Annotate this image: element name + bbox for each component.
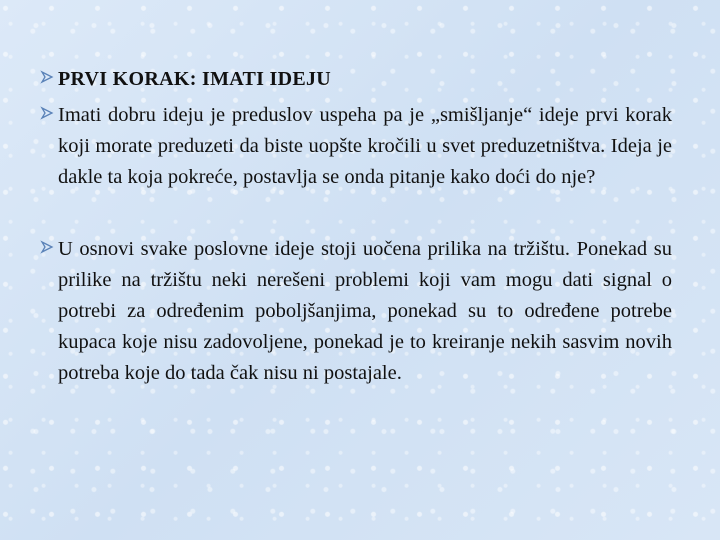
heading-row bbox=[40, 64, 672, 94]
bullet-icon bbox=[40, 64, 58, 94]
bullet-icon bbox=[40, 234, 58, 264]
bullet-paragraph-1 bbox=[40, 100, 672, 193]
bullet-icon bbox=[40, 100, 58, 130]
bullet-paragraph-2 bbox=[40, 234, 672, 389]
paragraph-text: Imati dobru ideju je preduslov uspeha pa je „smišljanje“ ideje prvi korak koji morate preduzeti da biste uopšte kročili u svet preduzetništva. Ideja je dakle ta koja pokreće, postavlja se onda pitanje kako doći do nje? bbox=[58, 104, 672, 188]
paragraph-text: U osnovi svake poslovne ideje stoji uočena prilika na tržištu. Ponekad su prilike na tržištu neki nerešeni problemi koji vam mogu dati signal o potrebi za određenim poboljšanjima, ponekad su to određene potrebe kupaca koje nisu zadovoljene, ponekad je to kreiranje nekih sasvim novih potreba koje do tada čak nisu ni postajale. bbox=[58, 238, 672, 384]
slide-heading: PRVI KORAK: IMATI IDEJU bbox=[58, 68, 332, 90]
